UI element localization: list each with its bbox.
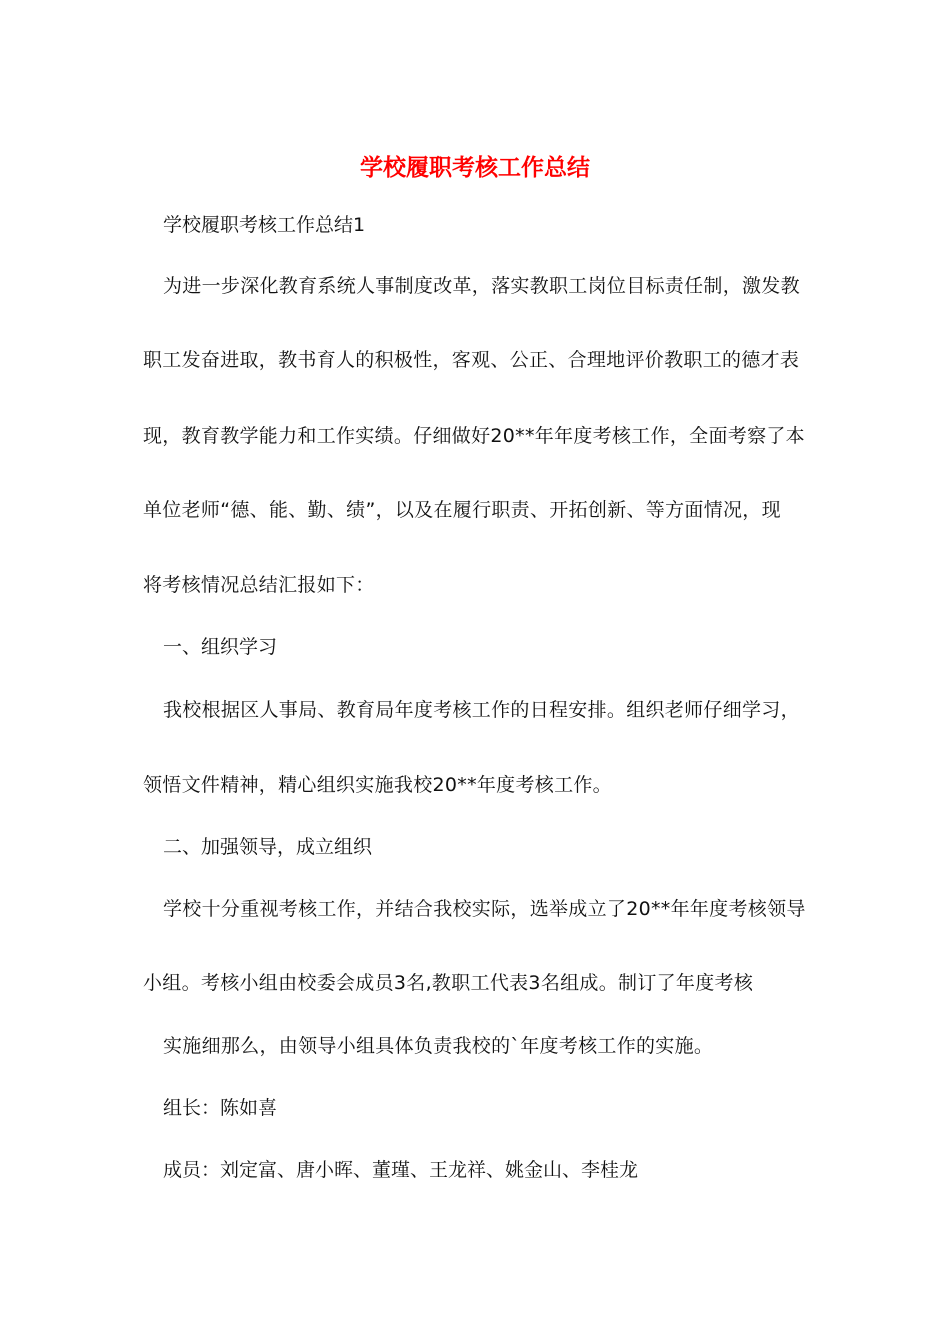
leader-line: 组长：陈如喜 [163, 1097, 278, 1119]
section2-line-2: 小组。考核小组由校委会成员3名,教职工代表3名组成。制订了年度考核 [143, 972, 754, 994]
document-title: 学校履职考核工作总结 [360, 154, 590, 181]
intro-line-3: 现，教育教学能力和工作实绩。仔细做好20**年年度考核工作，全面考察了本 [143, 425, 805, 447]
intro-line-5: 将考核情况总结汇报如下： [143, 574, 375, 596]
section1-line-2: 领悟文件精神，精心组织实施我校20**年度考核工作。 [143, 774, 612, 796]
intro-line-1: 为进一步深化教育系统人事制度改革，落实教职工岗位目标责任制，激发教 [163, 275, 800, 297]
intro-line-4: 单位老师“德、能、勤、绩”，以及在履行职责、开拓创新、等方面情况，现 [143, 499, 781, 521]
section2-line-1: 学校十分重视考核工作，并结合我校实际，选举成立了20**年年度考核领导 [163, 898, 806, 920]
section1-heading: 一、组织学习 [163, 636, 278, 658]
section2-heading: 二、加强领导，成立组织 [163, 836, 373, 858]
section1-line-1: 我校根据区人事局、教育局年度考核工作的日程安排。组织老师仔细学习， [163, 699, 800, 721]
members-line: 成员：刘定富、唐小晖、董瑾、王龙祥、姚金山、李桂龙 [163, 1159, 639, 1181]
section2-line-3: 实施细那么，由领导小组具体负责我校的`年度考核工作的实施。 [163, 1035, 714, 1057]
document-subtitle: 学校履职考核工作总结1 [163, 214, 366, 236]
intro-line-2: 职工发奋进取，教书育人的积极性，客观、公正、合理地评价教职工的德才表 [143, 349, 800, 371]
